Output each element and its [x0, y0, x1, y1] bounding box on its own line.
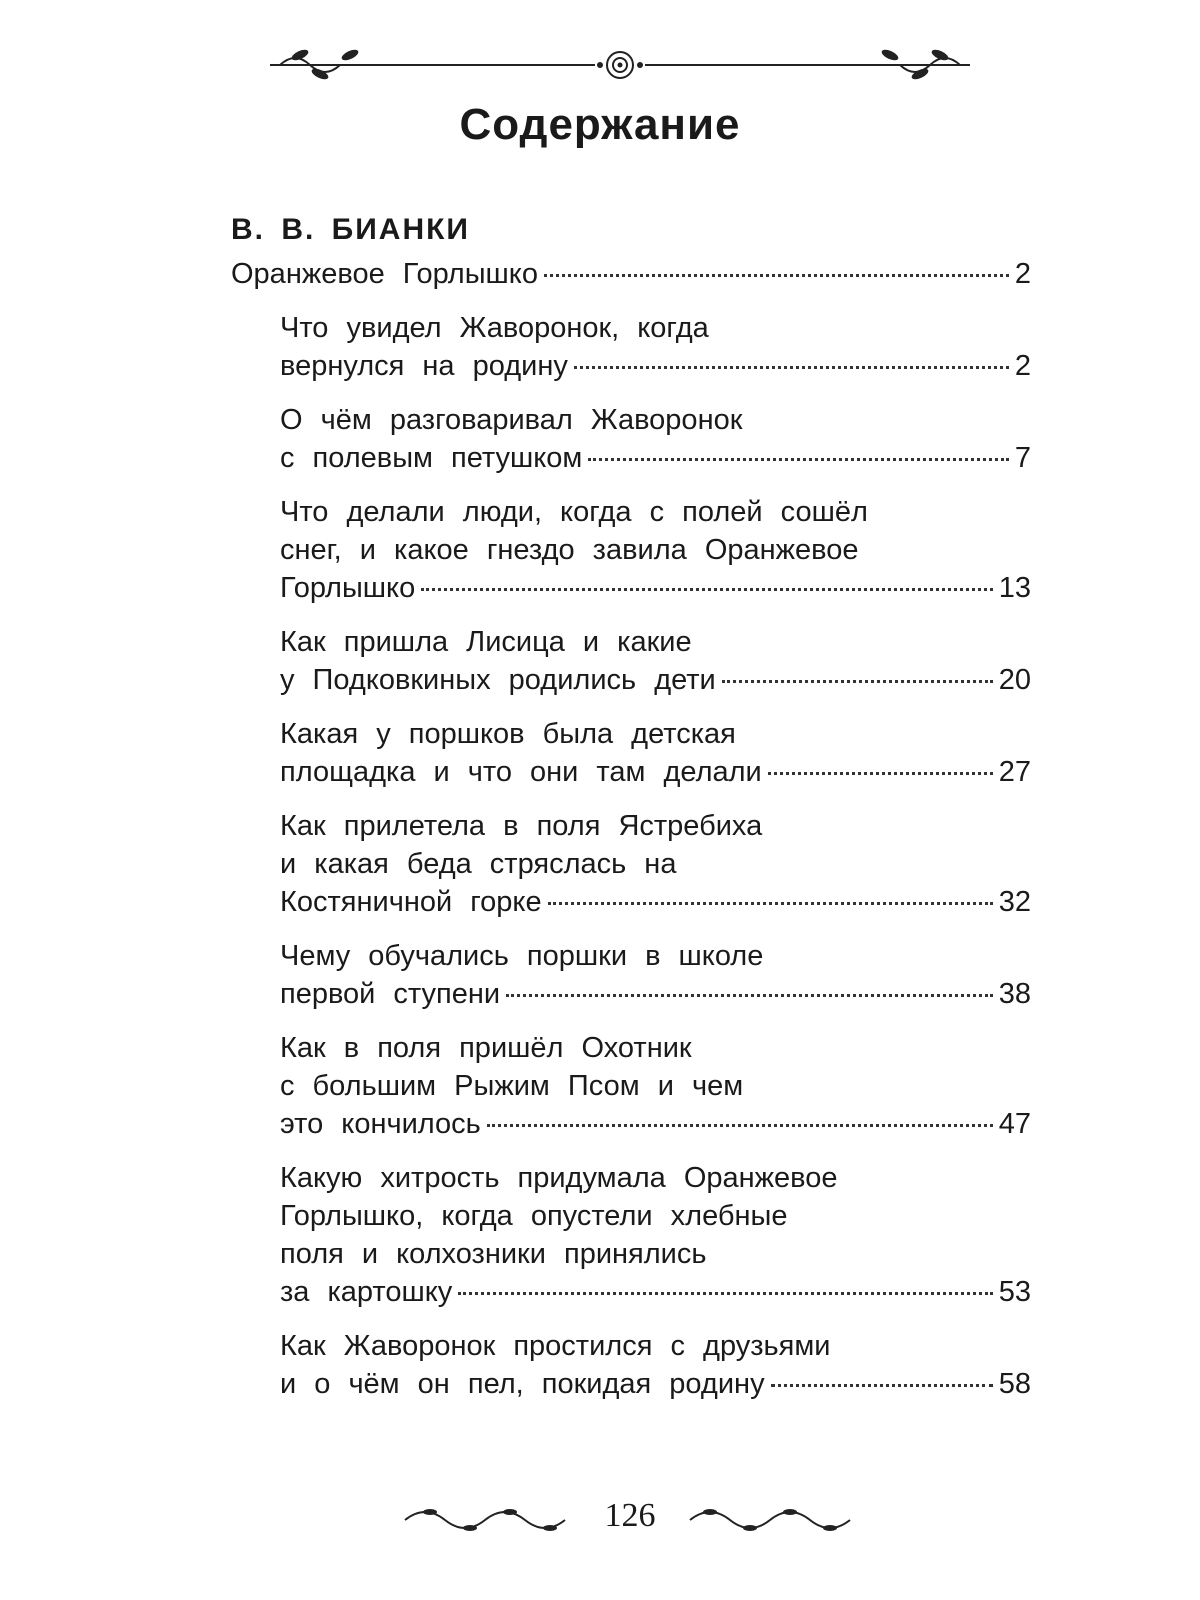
toc-page-number: 2 [1014, 258, 1031, 290]
toc-entry [280, 1327, 1031, 1403]
page-number: 126 [575, 1497, 685, 1535]
toc-page-number: 20 [998, 664, 1031, 696]
toc-page-number: 58 [998, 1368, 1031, 1400]
toc-page-number: 27 [998, 756, 1031, 788]
toc-entry-line: поля и колхозники принялись [280, 1238, 707, 1270]
toc-entry-last-line [280, 975, 1031, 1013]
dot-leader [588, 458, 1008, 461]
toc-entry-last-line [280, 569, 1031, 607]
toc-entry-last-line [280, 1105, 1031, 1143]
toc-entry-line: первой ступени [280, 978, 501, 1010]
toc-entry-line: с большим Рыжим Псом и чем [280, 1070, 744, 1102]
toc-entry-line: Чему обучались поршки в школе [280, 940, 764, 972]
toc-entry [280, 309, 1031, 385]
dot-leader [574, 366, 1009, 369]
toc-entry-line: Как Жаворонок простился с друзьями [280, 1330, 831, 1362]
dot-leader [487, 1124, 993, 1127]
toc-entry-line: Какую хитрость придумала Оранжевое [280, 1162, 838, 1194]
toc-entry-last-line [280, 347, 1031, 385]
table-of-contents [231, 255, 1031, 1419]
toc-entry-last-line [280, 661, 1031, 699]
toc-entry-last-line [280, 753, 1031, 791]
toc-entry [280, 1029, 1031, 1143]
toc-entry [231, 255, 1031, 293]
dot-leader [771, 1384, 993, 1387]
toc-entry-line: Какая у поршков была детская [280, 718, 736, 750]
toc-entry [280, 715, 1031, 791]
toc-entry-line: Костяничной горке [280, 886, 542, 918]
toc-entry-line: у Подковкиных родились дети [280, 664, 716, 696]
toc-entry-line: Что увидел Жаворонок, когда [280, 312, 709, 344]
toc-entry-line: с полевым петушком [280, 442, 583, 474]
author-heading: В. В. БИАНКИ [231, 213, 470, 246]
dot-leader [506, 994, 993, 997]
toc-entry-last-line [280, 1273, 1031, 1311]
toc-entry-line: Горлышко [280, 572, 416, 604]
toc-entry-line: О чём разговаривал Жаворонок [280, 404, 743, 436]
toc-page-number: 13 [998, 572, 1031, 604]
toc-page-number: 2 [1014, 350, 1031, 382]
toc-entry-line: Что делали люди, когда с полей сошёл [280, 496, 868, 528]
toc-entry-line: снег, и какое гнездо завила Оранжевое [280, 534, 859, 566]
toc-entry-line: это кончилось [280, 1108, 481, 1140]
dot-leader [768, 772, 993, 775]
toc-entry-line: вернулся на родину [280, 350, 568, 382]
toc-entry-last-line [280, 1365, 1031, 1403]
toc-entry-line: Как в поля пришёл Охотник [280, 1032, 692, 1064]
toc-entry [280, 937, 1031, 1013]
toc-entry-line: Как пришла Лисица и какие [280, 626, 692, 658]
toc-entry [280, 1159, 1031, 1311]
toc-page-number: 32 [998, 886, 1031, 918]
toc-page-number: 53 [998, 1276, 1031, 1308]
toc-entry [280, 493, 1031, 607]
toc-entry-line: Горлышко, когда опустели хлебные [280, 1200, 788, 1232]
toc-entry [280, 807, 1031, 921]
toc-entry [280, 623, 1031, 699]
toc-entry-last-line [231, 255, 1031, 293]
toc-page-number: 7 [1014, 442, 1031, 474]
toc-entry-last-line [280, 883, 1031, 921]
top-ornament [240, 40, 1000, 90]
dot-leader [421, 588, 993, 591]
dot-leader [458, 1292, 992, 1295]
dot-leader [548, 902, 993, 905]
toc-entry-line: и какая беда стряслась на [280, 848, 677, 880]
toc-page-number: 38 [998, 978, 1031, 1010]
dot-leader [544, 274, 1009, 277]
toc-entry-line: Оранжевое Горлышко [231, 258, 538, 290]
toc-entry-last-line [280, 439, 1031, 477]
toc-entry-line: площадка и что они там делали [280, 756, 762, 788]
toc-entry-line: Как прилетела в поля Ястребиха [280, 810, 763, 842]
toc-entry [280, 401, 1031, 477]
toc-entry-line: за картошку [280, 1276, 453, 1308]
toc-page-number: 47 [998, 1108, 1031, 1140]
page-title: Содержание [459, 100, 741, 149]
dot-leader [722, 680, 993, 683]
toc-entry-line: и о чём он пел, покидая родину [280, 1368, 765, 1400]
